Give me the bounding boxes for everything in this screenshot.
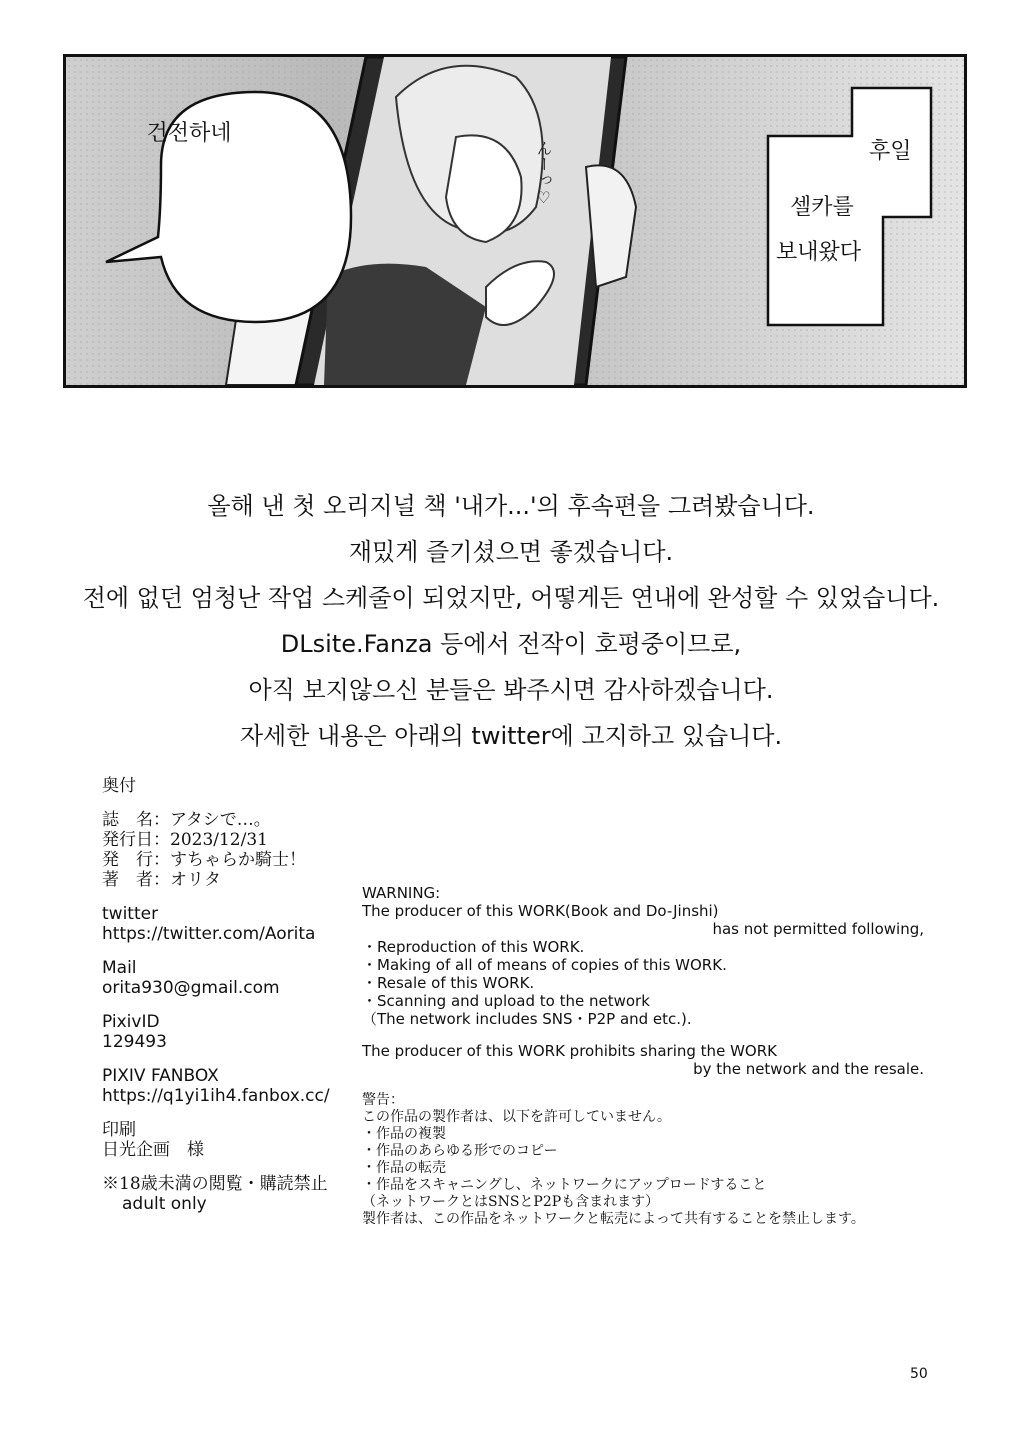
warning-ja-line: ・作品の複製: [362, 1126, 446, 1142]
colophon: [102, 776, 352, 1228]
afterword-line: 올해 낸 첫 오리지널 책 '내가...'의 후속편을 그려봤습니다.: [207, 492, 815, 520]
twitter-link[interactable]: https://twitter.com/Aorita: [102, 924, 316, 944]
manga-panel: [63, 54, 967, 388]
afterword-line: 전에 없던 엄청난 작업 스케줄이 되었지만, 어떻게든 연내에 완성할 수 있었습니다.: [82, 584, 940, 612]
mail-link[interactable]: orita930@gmail.com: [102, 978, 280, 998]
fanbox-block: [102, 1066, 352, 1106]
warning-item: ・Reproduction of this WORK.: [362, 938, 585, 956]
twitter-block: [102, 904, 352, 944]
sfx-text: んーっ♡: [534, 140, 553, 207]
speech-bubble-text: 건전하네: [146, 121, 232, 146]
fanbox-link[interactable]: https://q1yi1ih4.fanbox.cc/: [102, 1086, 330, 1106]
warning-item: （The network includes SNS・P2P and etc.).: [362, 1010, 692, 1028]
caption-line-2: 셀카를: [790, 195, 854, 220]
caption-line-3: 보내왔다: [776, 240, 862, 265]
warning-ja-line: ・作品をスキャニングし、ネットワークにアップロードすること: [362, 1177, 767, 1193]
fanbox-label: PIXIV FANBOX: [102, 1066, 219, 1086]
pixiv-label: PixivID: [102, 1012, 160, 1032]
afterword-line: 재밌게 즐기셨으면 좋겠습니다.: [348, 538, 674, 566]
colophon-date: 発行日：2023/12/31: [102, 830, 268, 850]
colophon-publisher: 発 行：すちゃらか騎士！: [102, 850, 306, 870]
warning-intro-2: has not permitted following,: [712, 920, 924, 938]
warning-ja-line: 製作者は、この作品をネットワークと転売によって共有することを禁止します。: [362, 1211, 865, 1227]
warning-ja-line: ・作品の転売: [362, 1160, 446, 1176]
warning-item: ・Scanning and upload to the network: [362, 992, 650, 1010]
warning-intro-1: The producer of this WORK(Book and Do-Jinshi): [362, 902, 719, 920]
afterword-line: 아직 보지않으신 분들은 봐주시면 감사하겠습니다.: [248, 676, 774, 704]
panel-artwork: [66, 57, 964, 385]
pixiv-id: 129493: [102, 1032, 167, 1052]
warning-closing-1: The producer of this WORK prohibits sharing the WORK: [362, 1042, 777, 1060]
warning-item: ・Resale of this WORK.: [362, 974, 535, 992]
adult-only: adult only: [122, 1194, 207, 1214]
age-block: [102, 1174, 352, 1214]
colophon-title: 誌 名：アタシで…。: [102, 810, 271, 830]
warning-ja-title: 警告：: [362, 1092, 404, 1108]
warning-ja-line: （ネットワークとはSNSとP2Pも含まれます）: [362, 1194, 660, 1210]
afterword-line: DLsite.Fanza 등에서 전작이 호평중이므로,: [280, 630, 742, 658]
warning-title: WARNING:: [362, 884, 441, 902]
twitter-label: twitter: [102, 904, 159, 924]
mail-label: Mail: [102, 958, 137, 978]
age-notice: ※18歳未満の閲覧・購読禁止: [102, 1174, 328, 1194]
caption-line-1: 후일: [869, 139, 912, 164]
colophon-info: [102, 810, 352, 890]
warning-notice: [362, 884, 932, 1228]
colophon-author: 著 者：オリタ: [102, 870, 221, 890]
print-block: [102, 1120, 352, 1160]
afterword-line: 자세한 내용은 아래의 twitter에 고지하고 있습니다.: [239, 722, 783, 750]
colophon-heading: 奥付: [102, 776, 136, 796]
warning-ja-line: ・作品のあらゆる形でのコピー: [362, 1143, 558, 1159]
afterword: [0, 486, 1022, 762]
print-value: 日光企画 様: [102, 1140, 204, 1160]
warning-item: ・Making of all of means of copies of this WORK.: [362, 956, 727, 974]
mail-block: [102, 958, 352, 998]
pixiv-block: [102, 1012, 352, 1052]
warning-closing-2: by the network and the resale.: [693, 1060, 924, 1078]
page-number: 50: [910, 1366, 928, 1382]
print-label: 印刷: [102, 1120, 136, 1140]
warning-ja-line: この作品の製作者は、以下を許可していません。: [362, 1109, 671, 1125]
